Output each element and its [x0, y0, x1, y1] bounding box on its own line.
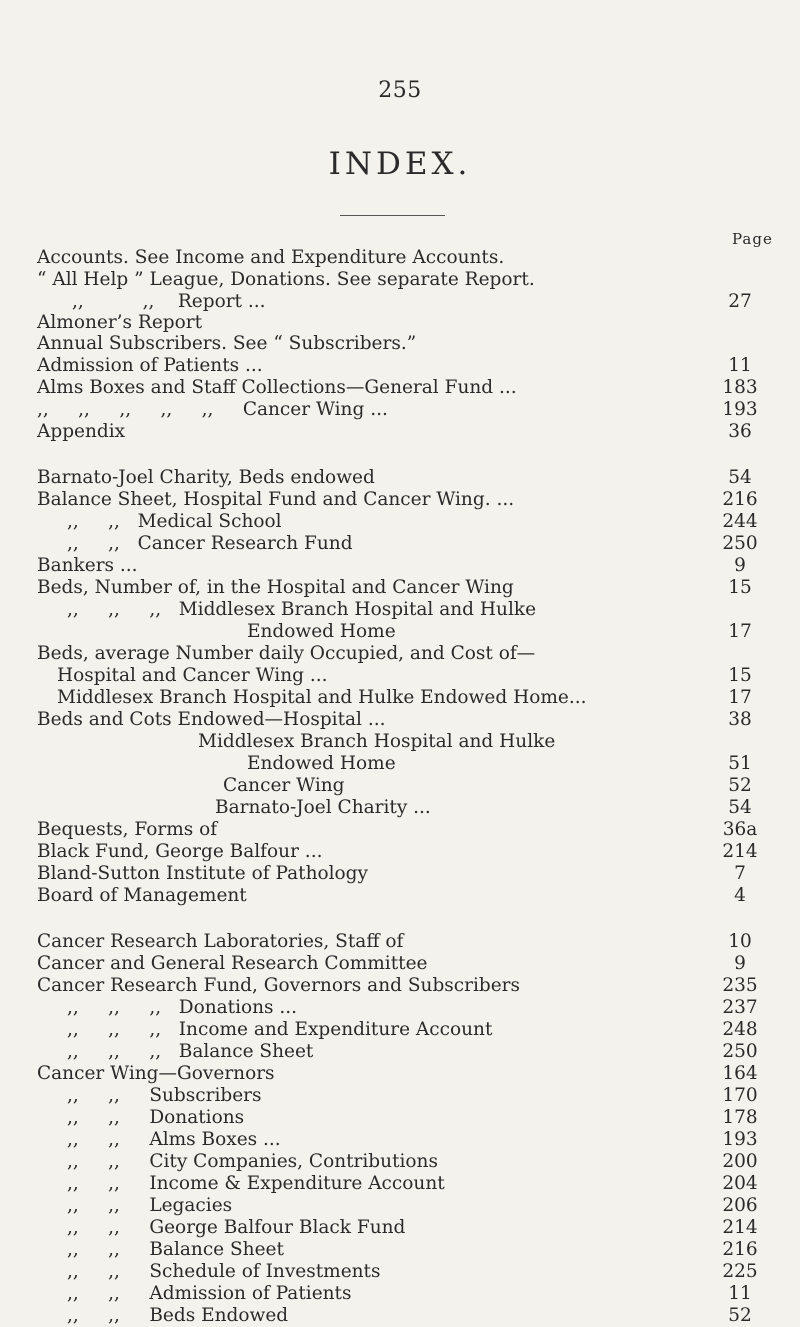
- index-entry-text: Alms Boxes and Staff Collections—General Fund ...: [37, 377, 517, 398]
- index-entry-text: Beds, average Number daily Occupied, and Cost of—: [37, 643, 536, 664]
- index-entry-page: 17: [728, 687, 752, 708]
- index-entry: [0, 377, 770, 399]
- index-entry-page: 15: [728, 577, 752, 598]
- index-entry: [0, 555, 770, 577]
- index-entry: [0, 819, 770, 841]
- index-entry-page: 10: [728, 931, 752, 952]
- index-entry-page: 51: [728, 753, 752, 774]
- index-entry: [0, 975, 770, 997]
- index-entry: [0, 577, 770, 599]
- index-entry-text: ,, ,, ,, Middlesex Branch Hospital and Hulke: [67, 599, 537, 620]
- page-column-header: Page: [732, 230, 773, 248]
- index-entry-text: Almoner’s Report: [37, 312, 203, 333]
- index-entry-text: Annual Subscribers. See “ Subscribers.”: [37, 333, 417, 354]
- index-entry: [0, 421, 770, 443]
- index-entry-page: 250: [722, 533, 758, 554]
- index-entry-page: 214: [722, 841, 758, 862]
- index-entry: [0, 841, 770, 863]
- index-entry-text: ,, ,, Beds Endowed: [67, 1305, 289, 1326]
- index-entry-text: ,, ,, Report ...: [72, 291, 266, 312]
- index-title: INDEX.: [328, 146, 472, 182]
- index-entry: [0, 863, 770, 885]
- index-entry-text: Admission of Patients ...: [37, 355, 263, 376]
- index-entry-page: 7: [734, 863, 746, 884]
- index-entry-text: Cancer Wing—Governors: [37, 1063, 275, 1084]
- index-entry-page: 214: [722, 1217, 758, 1238]
- index-entry: [0, 621, 770, 643]
- index-entry-text: ,, ,, ,, Income and Expenditure Account: [67, 1019, 493, 1040]
- index-entry-page: 9: [734, 555, 746, 576]
- index-entry-page: 54: [728, 797, 752, 818]
- index-entry: [0, 599, 770, 621]
- index-entry-text: ,, ,, George Balfour Black Fund: [67, 1217, 406, 1238]
- index-entry-text: Beds and Cots Endowed—Hospital ...: [37, 709, 386, 730]
- index-entry-text: Endowed Home: [247, 753, 396, 774]
- index-entry-page: 170: [722, 1085, 758, 1106]
- index-entry-page: 206: [722, 1195, 758, 1216]
- index-entry-page: 54: [728, 467, 752, 488]
- index-entry-page: 193: [722, 1129, 758, 1150]
- index-entry: [0, 643, 770, 665]
- index-entry: [0, 355, 770, 377]
- index-entry: [0, 1107, 770, 1129]
- index-entry: [0, 1261, 770, 1283]
- index-entry-text: Cancer Wing: [223, 775, 345, 796]
- index-entry-page: 9: [734, 953, 746, 974]
- index-entry: [0, 467, 770, 489]
- index-entry: [0, 1129, 770, 1151]
- index-entry-page: 248: [722, 1019, 758, 1040]
- index-entry-page: 204: [722, 1173, 758, 1194]
- index-entry-page: 250: [722, 1041, 758, 1062]
- index-entry-page: 36: [728, 421, 752, 442]
- index-entry: [0, 291, 770, 313]
- index-entry-page: 235: [722, 975, 758, 996]
- index-entry-page: 200: [722, 1151, 758, 1172]
- index-entry-text: Middlesex Branch Hospital and Hulke Endowed Home...: [57, 687, 587, 708]
- index-entry: [0, 797, 770, 819]
- index-entry: [0, 1195, 770, 1217]
- index-entry: [0, 489, 770, 511]
- index-entry-text: ,, ,, Admission of Patients: [67, 1283, 352, 1304]
- index-entry: [0, 885, 770, 907]
- index-entry: [0, 997, 770, 1019]
- index-entry: [0, 753, 770, 775]
- index-entry: [0, 1283, 770, 1305]
- index-entry-page: 193: [722, 399, 758, 420]
- index-entry-text: Accounts. See Income and Expenditure Accounts.: [37, 247, 505, 268]
- index-entry: [0, 953, 770, 975]
- index-entry-text: Bland-Sutton Institute of Pathology: [37, 863, 368, 884]
- index-entry-text: ,, ,, Balance Sheet: [67, 1239, 284, 1260]
- index-entry-page: 244: [722, 511, 758, 532]
- index-entry-page: 164: [722, 1063, 758, 1084]
- index-entry-text: ,, ,, Subscribers: [67, 1085, 262, 1106]
- index-entry-page: 216: [722, 489, 758, 510]
- index-entry: [0, 1151, 770, 1173]
- index-entry: [0, 333, 770, 355]
- index-entry-text: Beds, Number of, in the Hospital and Cancer Wing: [37, 577, 514, 598]
- index-entry: [0, 1019, 770, 1041]
- index-entry-page: 11: [728, 1283, 752, 1304]
- index-entry-page: 225: [722, 1261, 758, 1282]
- index-entry-text: ,, ,, Cancer Research Fund: [67, 533, 353, 554]
- index-entry-text: Barnato-Joel Charity ...: [215, 797, 431, 818]
- index-entry-text: ,, ,, Medical School: [67, 511, 282, 532]
- index-entry: [0, 533, 770, 555]
- index-entry: [0, 1063, 770, 1085]
- index-entry-text: Cancer and General Research Committee: [37, 953, 428, 974]
- index-entry-page: 27: [728, 291, 752, 312]
- index-entry-page: 15: [728, 665, 752, 686]
- index-entry-text: Cancer Research Fund, Governors and Subscribers: [37, 975, 521, 996]
- index-entry-text: Balance Sheet, Hospital Fund and Cancer Wing. ...: [37, 489, 515, 510]
- index-entry-page: 4: [734, 885, 746, 906]
- index-entry-text: ,, ,, ,, Balance Sheet: [67, 1041, 314, 1062]
- index-entry-page: 183: [722, 377, 758, 398]
- index-entry-text: ,, ,, Donations: [67, 1107, 245, 1128]
- index-entry-page: 11: [728, 355, 752, 376]
- index-entry-page: 52: [728, 1305, 752, 1326]
- index-entry-page: 237: [722, 997, 758, 1018]
- index-entry: [0, 665, 770, 687]
- index-entry-text: ,, ,, ,, ,, ,, Cancer Wing ...: [37, 399, 388, 420]
- index-entry-text: Endowed Home: [247, 621, 396, 642]
- index-entry-text: ,, ,, Legacies: [67, 1195, 233, 1216]
- title-rule: [340, 215, 445, 216]
- index-entry: [0, 687, 770, 709]
- index-entry-text: Black Fund, George Balfour ...: [37, 841, 323, 862]
- index-entry-text: Middlesex Branch Hospital and Hulke: [198, 731, 556, 752]
- index-entry-text: ,, ,, Alms Boxes ...: [67, 1129, 281, 1150]
- index-entry: [0, 931, 770, 953]
- index-entry-text: ,, ,, Income & Expenditure Account: [67, 1173, 445, 1194]
- index-entry-text: ,, ,, ,, Donations ...: [67, 997, 298, 1018]
- index-entry-page: 38: [728, 709, 752, 730]
- index-entry: [0, 1217, 770, 1239]
- index-entry: [0, 1085, 770, 1107]
- index-entry: [0, 511, 770, 533]
- index-entry: [0, 247, 770, 269]
- index-entry: [0, 731, 770, 753]
- index-entry-text: Appendix: [37, 421, 126, 442]
- index-entry-text: ,, ,, City Companies, Contributions: [67, 1151, 438, 1172]
- index-entry: [0, 775, 770, 797]
- index-entry-text: Barnato-Joel Charity, Beds endowed: [37, 467, 375, 488]
- index-entry-text: “ All Help ” League, Donations. See separate Report.: [37, 269, 535, 290]
- index-entry-page: 17: [728, 621, 752, 642]
- index-entry-page: 36a: [722, 819, 758, 840]
- index-entry-page: 216: [722, 1239, 758, 1260]
- index-entry-text: Hospital and Cancer Wing ...: [57, 665, 328, 686]
- index-entry: [0, 1239, 770, 1261]
- index-entry: [0, 1173, 770, 1195]
- index-entry: [0, 1041, 770, 1063]
- index-entry-text: Cancer Research Laboratories, Staff of: [37, 931, 404, 952]
- page-number: 255: [378, 78, 422, 103]
- index-entry: [0, 312, 770, 334]
- index-entry-text: Bequests, Forms of: [37, 819, 218, 840]
- index-entry-page: 178: [722, 1107, 758, 1128]
- index-entry: [0, 709, 770, 731]
- index-entry-page: 52: [728, 775, 752, 796]
- index-entry: [0, 269, 770, 291]
- index-entry-text: Bankers ...: [37, 555, 138, 576]
- index-entry-text: ,, ,, Schedule of Investments: [67, 1261, 381, 1282]
- index-entry-text: Board of Management: [37, 885, 247, 906]
- index-entry: [0, 399, 770, 421]
- index-entry: [0, 1305, 770, 1327]
